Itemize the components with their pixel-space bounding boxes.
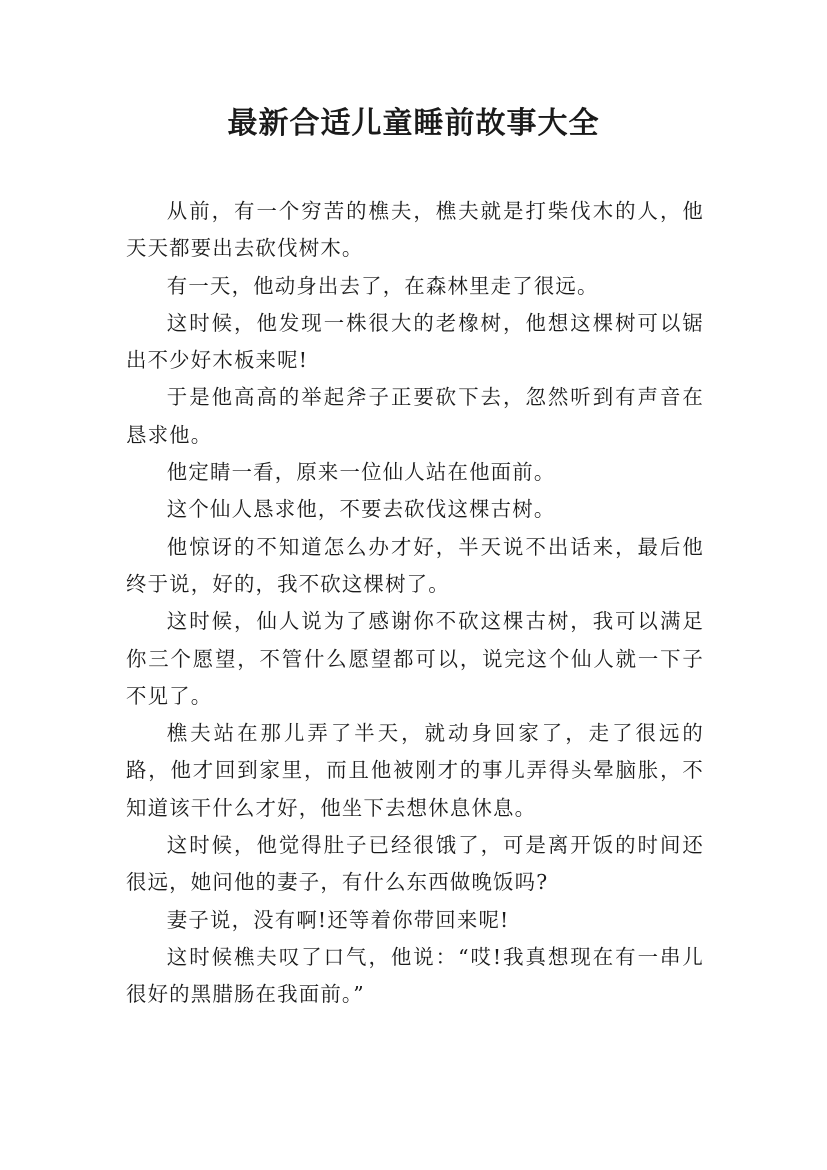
paragraph: 这时候，仙人说为了感谢你不砍这棵古树，我可以满足你三个愿望，不管什么愿望都可以，说完这个仙人就一下子不见了。 [126, 609, 704, 708]
paragraph: 这时候樵夫叹了口气，他说：“哎!我真想现在有一串儿很好的黑腊肠在我面前。” [126, 944, 704, 1007]
paragraph: 他惊讶的不知道怎么办才好，半天说不出话来，最后他终于说，好的，我不砍这棵树了。 [126, 534, 704, 596]
paragraph: 他定睛一看，原来一位仙人站在他面前。 [166, 460, 556, 485]
paragraph: 从前，有一个穷苦的樵夫，樵夫就是打柴伐木的人，他天天都要出去砍伐树木。 [126, 199, 704, 261]
paragraph: 这时候，他发现一株很大的老橡树，他想这棵树可以锯出不少好木板来呢! [126, 310, 704, 373]
document-body [126, 193, 704, 1014]
document-title: 最新合适儿童睡前故事大全 [227, 106, 600, 141]
paragraph: 有一天，他动身出去了，在森林里走了很远。 [166, 273, 599, 298]
paragraph: 樵夫站在那儿弄了半天，就动身回家了，走了很远的路，他才回到家里，而且他被刚才的事儿弄得头晕脑胀，不知道该干什么才好，他坐下去想休息休息。 [126, 721, 704, 820]
paragraph: 这个仙人恳求他，不要去砍伐这棵古树。 [166, 497, 556, 522]
paragraph: 这时候，他觉得肚子已经很饿了，可是离开饭的时间还很远，她问他的妻子，有什么东西做晚饭吗? [126, 833, 704, 895]
paragraph: 于是他高高的举起斧子正要砍下去，忽然听到有声音在恳求他。 [126, 385, 704, 447]
paragraph: 妻子说，没有啊!还等着你带回来呢! [166, 907, 510, 932]
